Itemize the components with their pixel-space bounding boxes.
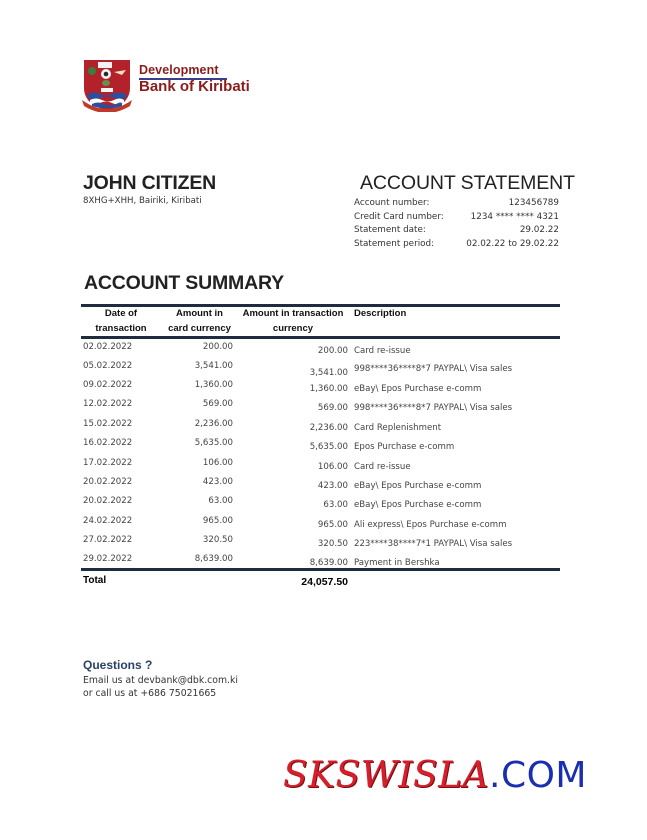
card-number-row xyxy=(354,211,559,225)
contact-email: Email us at devbank@dbk.com.ki xyxy=(83,675,238,686)
field-value: 29.02.22 xyxy=(519,225,559,235)
transaction-amount: 965.00 xyxy=(317,520,348,530)
transaction-date: 27.02.2022 xyxy=(83,535,133,545)
transaction-description: Card re-issue xyxy=(354,346,411,356)
card-amount: 106.00 xyxy=(202,458,233,468)
header-trans-line2: currency xyxy=(272,322,314,334)
card-amount: 3,541.00 xyxy=(194,361,233,371)
transaction-description: eBay\ Epos Purchase e-comm xyxy=(354,384,482,394)
transaction-amount: 423.00 xyxy=(317,481,348,491)
header-date-line1: Date of xyxy=(104,308,138,319)
transaction-description: eBay\ Epos Purchase e-comm xyxy=(354,500,482,510)
customer-name: JOHN CITIZEN xyxy=(83,172,217,194)
card-amount: 63.00 xyxy=(208,496,233,506)
transaction-amount: 63.00 xyxy=(323,500,348,510)
statement-period-row xyxy=(354,238,559,252)
transaction-amount: 106.00 xyxy=(317,462,348,472)
header-date-line2: transaction xyxy=(95,322,147,334)
card-amount: 423.00 xyxy=(202,477,233,487)
watermark-suffix: .COM xyxy=(489,755,587,796)
card-amount: 2,236.00 xyxy=(194,419,233,429)
bank-crest-icon xyxy=(82,58,132,112)
transaction-amount: 2,236.00 xyxy=(309,423,348,433)
field-value: 1234 **** **** 4321 xyxy=(470,211,559,222)
header-trans-line1: Amount in transaction xyxy=(242,308,344,319)
card-amount: 320.50 xyxy=(202,535,233,545)
table-bottom-rule xyxy=(81,568,560,571)
customer-address: 8XHG+XHH, Bairiki, Kiribati xyxy=(83,196,202,206)
statement-title: ACCOUNT STATEMENT xyxy=(360,172,575,194)
bank-name-line2: Bank of Kiribati xyxy=(139,78,250,95)
header-trans-amount xyxy=(239,307,347,336)
bank-name-line1: Development xyxy=(139,63,219,77)
total-value: 24,057.50 xyxy=(301,576,348,588)
transaction-description: 223****38****7*1 PAYPAL\ Visa sales xyxy=(354,539,513,549)
transaction-amount: 5,635.00 xyxy=(309,442,348,452)
transaction-date: 12.02.2022 xyxy=(83,399,133,409)
transaction-date: 24.02.2022 xyxy=(83,516,133,526)
transaction-description: Card Replenishment xyxy=(354,423,442,433)
questions-heading: Questions ? xyxy=(83,658,153,672)
card-amount: 569.00 xyxy=(202,399,233,409)
transaction-date: 02.02.2022 xyxy=(83,342,133,352)
transaction-amount: 569.00 xyxy=(317,403,348,413)
transaction-description: Ali express\ Epos Purchase e-comm xyxy=(354,520,507,530)
transaction-amount: 8,639.00 xyxy=(309,558,348,568)
field-value: 123456789 xyxy=(508,198,559,208)
transaction-date: 16.02.2022 xyxy=(83,438,133,448)
field-label: Statement date: xyxy=(354,225,426,235)
transaction-amount: 320.50 xyxy=(317,539,348,549)
account-number-row xyxy=(354,197,559,211)
header-description: Description xyxy=(354,308,407,319)
summary-title: ACCOUNT SUMMARY xyxy=(84,272,284,294)
card-amount: 5,635.00 xyxy=(194,438,233,448)
header-date xyxy=(87,307,155,336)
transaction-description: eBay\ Epos Purchase e-comm xyxy=(354,481,482,491)
transaction-description: Card re-issue xyxy=(354,462,411,472)
statement-info xyxy=(354,197,559,251)
transaction-description: Epos Purchase e-comm xyxy=(354,442,455,452)
transaction-amount: 1,360.00 xyxy=(309,384,348,394)
table-header-rule xyxy=(81,336,560,339)
transaction-date: 29.02.2022 xyxy=(83,554,133,564)
transaction-amount: 3,541.00 xyxy=(309,368,348,378)
header-card-line2: card currency xyxy=(168,322,231,334)
header-card-line1: Amount in xyxy=(176,308,223,319)
statement-date-row xyxy=(354,224,559,238)
header-card-amount xyxy=(162,307,237,336)
field-value: 02.02.22 to 29.02.22 xyxy=(466,238,559,249)
transaction-amount: 200.00 xyxy=(317,346,348,356)
card-amount: 200.00 xyxy=(202,342,233,352)
transaction-description: Payment in Bershka xyxy=(354,558,440,568)
card-amount: 8,639.00 xyxy=(194,554,233,564)
card-amount: 965.00 xyxy=(202,516,233,526)
contact-phone: or call us at +686 75021665 xyxy=(83,688,217,699)
watermark-name: SKSWISLA xyxy=(283,755,490,796)
transaction-date: 20.02.2022 xyxy=(83,477,133,487)
transaction-date: 09.02.2022 xyxy=(83,380,133,390)
field-label: Account number: xyxy=(354,198,430,208)
total-label: Total xyxy=(83,575,107,586)
watermark xyxy=(283,755,587,796)
transaction-date: 17.02.2022 xyxy=(83,458,133,468)
transaction-description: 998****36****8*7 PAYPAL\ Visa sales xyxy=(354,403,513,413)
field-label: Statement period: xyxy=(354,238,435,249)
transaction-date: 20.02.2022 xyxy=(83,496,133,506)
transaction-description: 998****36****8*7 PAYPAL\ Visa sales xyxy=(354,364,513,374)
card-amount: 1,360.00 xyxy=(194,380,233,390)
transaction-date: 05.02.2022 xyxy=(83,361,133,371)
field-label: Credit Card number: xyxy=(354,211,444,222)
transaction-date: 15.02.2022 xyxy=(83,419,133,429)
